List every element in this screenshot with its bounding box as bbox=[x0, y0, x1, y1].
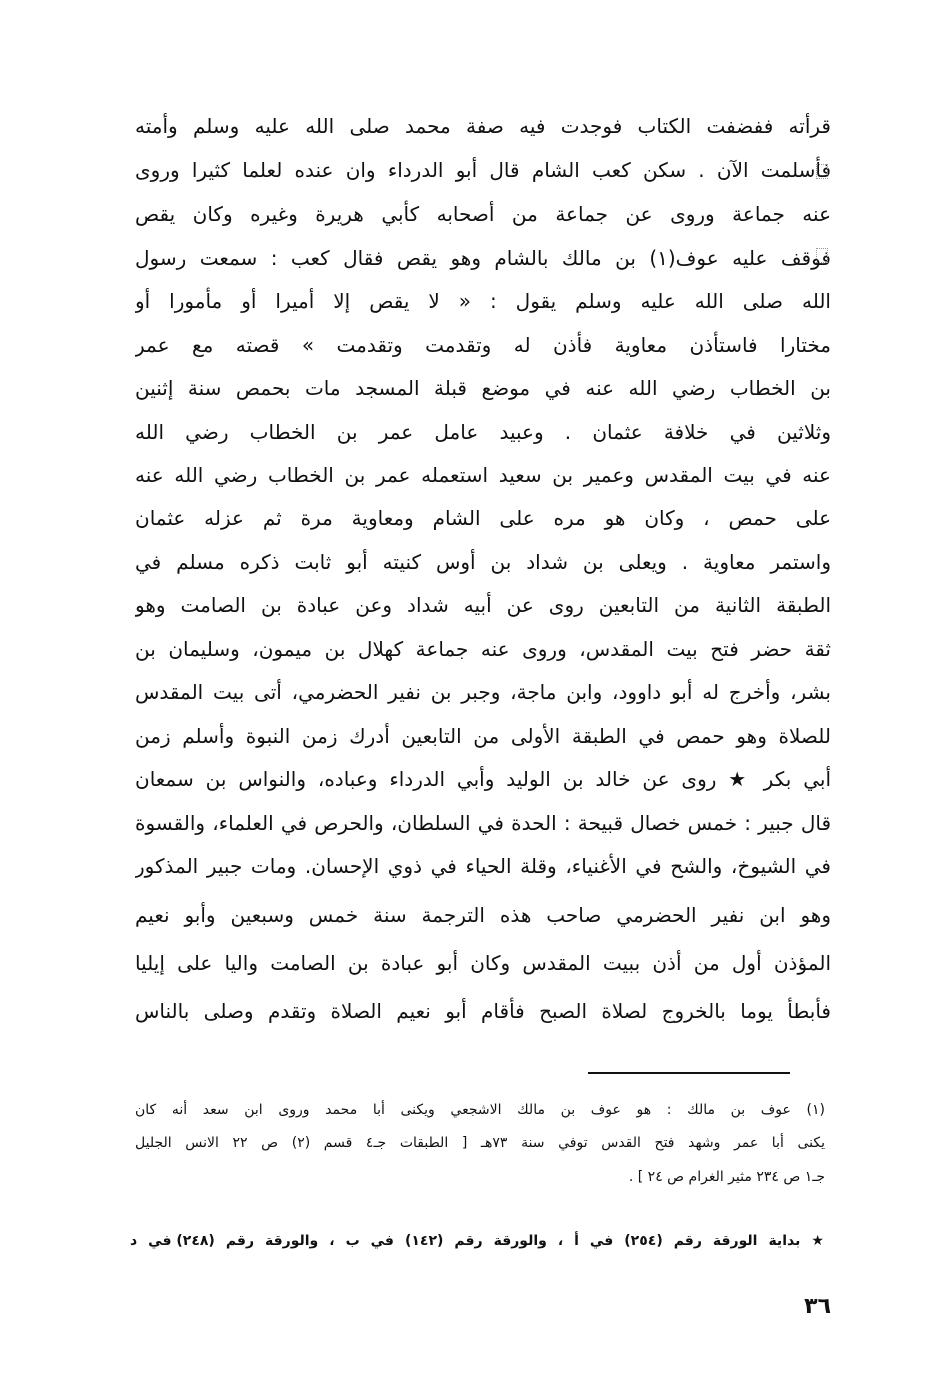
body-line-4: فوقف عليه عوف(١) بن مالك بالشام وهو يقص فقال كعب : سمعت رسول bbox=[135, 246, 831, 270]
footnote-line-1: (١) عوف بن مالك : هو عوف بن مالك الاشجعي ويكنى أبا محمد وروى ابن سعد أنه كان bbox=[135, 1102, 825, 1118]
body-line-10: على حمص ، وكان هو مره على الشام ومعاوية مرة ثم عزله عثمان bbox=[135, 506, 831, 530]
body-line-5: الله صلى الله عليه وسلم يقول : « لا يقص إلا أميرا أو مأمورا أو bbox=[135, 289, 831, 313]
body-line-3: عنه جماعة وروى عن جماعة من أصحابه كأبي هريرة وغيره وكان يقص bbox=[135, 202, 831, 226]
body-line-17: قال جبير : خمس خصال قبيحة : الحدة في السلطان، والحرص في العلماء، والقسوة bbox=[135, 811, 831, 835]
body-line-11: واستمر معاوية . ويعلى بن شداد بن أوس كنيته أبو ثابت ذكره مسلم في bbox=[135, 550, 831, 574]
margin-mark bbox=[816, 248, 828, 263]
body-line-20: المؤذن أول من أذن ببيت المقدس وكان أبو عبادة بن الصامت واليا على إيليا bbox=[135, 951, 831, 975]
body-line-19: وهو ابن نفير الحضرمي صاحب هذه الترجمة سنة خمس وسبعين وأبو نعيم bbox=[135, 903, 831, 927]
body-line-15: للصلاة وهو حمص في الطبقة الأولى من التابعين أدرك زمن النبوة وأسلم زمن bbox=[135, 724, 831, 748]
body-line-21: فأبطأ يوما بالخروج لصلاة الصبح فأقام أبو نعيم الصلاة وتقدم وصلى بالناس bbox=[135, 999, 831, 1023]
footnote-line-2: يكنى أبا عمر وشهد فتح القدس توفي سنة ٧٣هـ [ الطبقات جـ٤ قسم (٢) ص ٢٢ الانس الجليل bbox=[135, 1135, 825, 1151]
body-line-7: بن الخطاب رضي الله عنه في موضع قبلة المسجد مات بحمص سنة إثنين bbox=[135, 376, 831, 400]
footnote-separator bbox=[588, 1072, 790, 1074]
body-line-2: فأسلمت الآن . سكن كعب الشام قال أبو الدرداء وان عنده لعلما كثيرا وروى bbox=[135, 158, 831, 182]
body-line-18: في الشيوخ، والشح في الأغنياء، وقلة الحياء في ذوي الإحسان. ومات جبير المذكور bbox=[135, 854, 831, 878]
body-line-6: مختارا فاستأذن معاوية فأذن له وتقدمت وتقدمت » قصته مع عمر bbox=[135, 333, 831, 357]
footnote-line-3: جـ١ ص ٢٣٤ مثير الغرام ص ٢٤ ] . bbox=[628, 1169, 825, 1185]
editor-note: ★ بداية الورقة رقم (٢٥٤) في أ ، والورقة رقم (١٤٢) في ب ، والورقة رقم (٢٤٨) في د bbox=[130, 1233, 830, 1249]
margin-mark bbox=[816, 164, 828, 179]
body-line-1: قرأته ففضفت الكتاب فوجدت فيه صفة محمد صلى الله عليه وسلم وأمته bbox=[135, 114, 831, 138]
page-number: ٣٦ bbox=[804, 1294, 831, 1319]
body-line-13: ثقة حضر فتح بيت المقدس، وروى عنه جماعة كهلال بن ميمون، وسليمان بن bbox=[135, 637, 831, 661]
body-line-16: أبي بكر ★ روى عن خالد بن الوليد وأبي الدرداء وعباده، والنواس بن سمعان bbox=[135, 767, 831, 791]
body-line-9: عنه في بيت المقدس وعمير بن سعيد استعمله عمر بن الخطاب رضي الله عنه bbox=[135, 463, 831, 487]
body-line-8: وثلاثين في خلافة عثمان . وعبيد عامل عمر بن الخطاب رضي الله bbox=[135, 420, 831, 444]
body-line-14: بشر، وأخرج له أبو داوود، وابن ماجة، وجبر بن نفير الحضرمي، أتى بيت المقدس bbox=[135, 680, 831, 704]
body-line-12: الطبقة الثانية من التابعين روى عن أبيه شداد وعن عبادة بن الصامت وهو bbox=[135, 593, 831, 617]
